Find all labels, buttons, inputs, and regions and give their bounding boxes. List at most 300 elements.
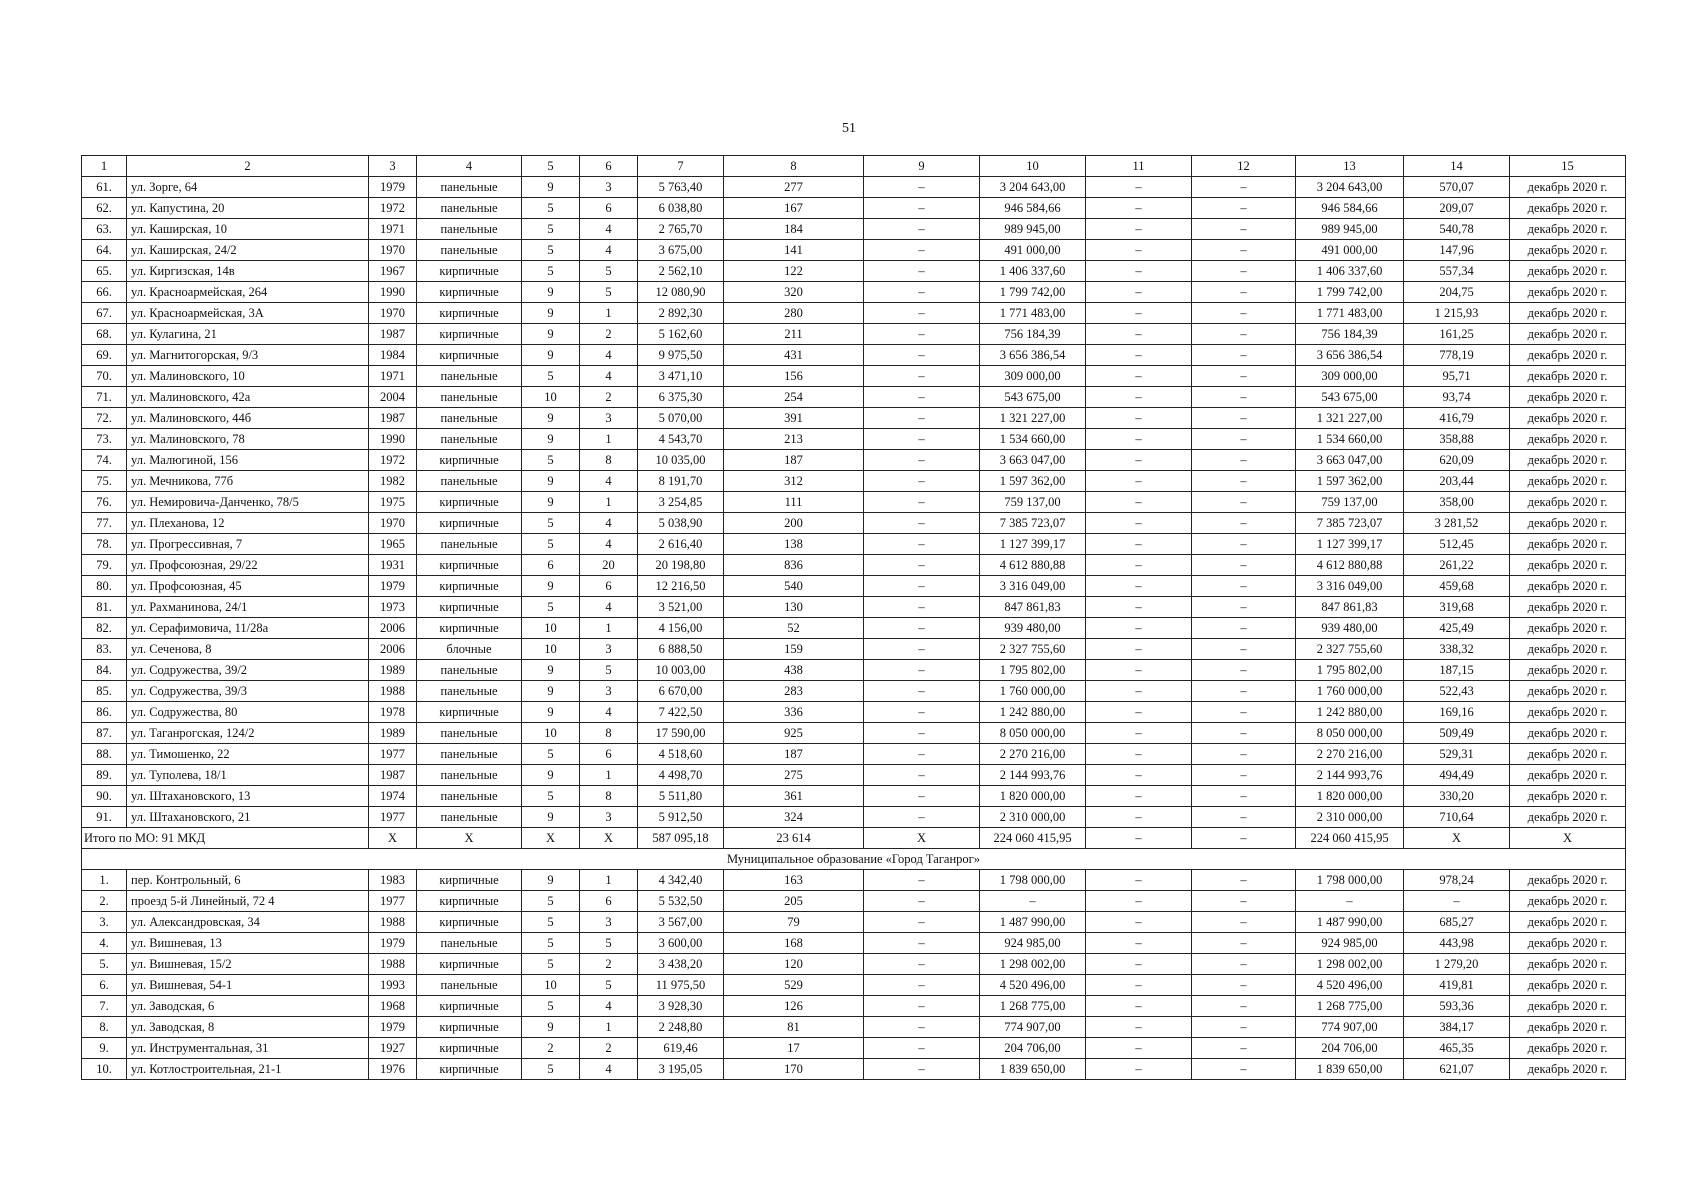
table-cell: 89. <box>82 765 127 786</box>
table-cell: 9 <box>522 765 580 786</box>
table-cell: 358,00 <box>1404 492 1510 513</box>
table-cell: 9 <box>522 177 580 198</box>
table-cell: 358,88 <box>1404 429 1510 450</box>
table-cell: декабрь 2020 г. <box>1510 345 1626 366</box>
table-cell: 3 567,00 <box>638 912 724 933</box>
table-cell: 2 <box>580 954 638 975</box>
table-cell: 5 <box>522 891 580 912</box>
table-cell: 1979 <box>369 177 417 198</box>
table-cell: – <box>1086 786 1192 807</box>
table-cell: ул. Магнитогорская, 9/3 <box>127 345 369 366</box>
table-cell: 4 <box>580 702 638 723</box>
table-cell: 204 706,00 <box>980 1038 1086 1059</box>
table-cell: – <box>864 576 980 597</box>
table-cell: – <box>1086 1017 1192 1038</box>
table-cell: кирпичные <box>417 1017 522 1038</box>
table-cell: 759 137,00 <box>1296 492 1404 513</box>
table-cell: кирпичные <box>417 450 522 471</box>
table-cell: X <box>417 828 522 849</box>
table-cell: декабрь 2020 г. <box>1510 744 1626 765</box>
table-cell: панельные <box>417 198 522 219</box>
table-row <box>82 933 1626 954</box>
table-cell: панельные <box>417 723 522 744</box>
table-cell: 5. <box>82 954 127 975</box>
table-cell: – <box>864 681 980 702</box>
table-cell: панельные <box>417 660 522 681</box>
table-cell: 8 050 000,00 <box>1296 723 1404 744</box>
table-cell: 141 <box>724 240 864 261</box>
housing-registry-table <box>81 155 1626 1080</box>
table-cell: ул. Штахановского, 13 <box>127 786 369 807</box>
table-cell: 1971 <box>369 219 417 240</box>
table-cell: 4 520 496,00 <box>1296 975 1404 996</box>
table-cell: кирпичные <box>417 597 522 618</box>
table-cell: – <box>1192 219 1296 240</box>
table-cell: 593,36 <box>1404 996 1510 1017</box>
table-cell: 10. <box>82 1059 127 1080</box>
table-cell: 79. <box>82 555 127 576</box>
table-cell: 1 820 000,00 <box>980 786 1086 807</box>
table-cell: 1 799 742,00 <box>980 282 1086 303</box>
table-cell: – <box>1086 387 1192 408</box>
table-cell: – <box>1086 429 1192 450</box>
table-cell: 1 795 802,00 <box>1296 660 1404 681</box>
table-cell: 3 <box>580 408 638 429</box>
table-cell: 5 <box>522 597 580 618</box>
table-cell: 924 985,00 <box>980 933 1086 954</box>
table-cell: панельные <box>417 387 522 408</box>
table-cell: – <box>864 219 980 240</box>
table-cell: – <box>1192 912 1296 933</box>
table-cell: 620,09 <box>1404 450 1510 471</box>
table-row <box>82 261 1626 282</box>
table-cell: 84. <box>82 660 127 681</box>
table-cell: 213 <box>724 429 864 450</box>
table-cell: 522,43 <box>1404 681 1510 702</box>
table-cell: X <box>369 828 417 849</box>
table-cell: – <box>864 1038 980 1059</box>
table-cell: 6 <box>580 198 638 219</box>
table-cell: 3 195,05 <box>638 1059 724 1080</box>
table-cell: – <box>864 639 980 660</box>
table-cell: 122 <box>724 261 864 282</box>
table-cell: ул. Киргизская, 14в <box>127 261 369 282</box>
table-cell: 1 839 650,00 <box>1296 1059 1404 1080</box>
table-cell: – <box>1192 870 1296 891</box>
table-cell: кирпичные <box>417 513 522 534</box>
table-cell: 3. <box>82 912 127 933</box>
table-cell: 847 861,83 <box>1296 597 1404 618</box>
table-cell: – <box>864 933 980 954</box>
table-cell: 3 675,00 <box>638 240 724 261</box>
table-cell: 431 <box>724 345 864 366</box>
table-cell: – <box>1192 828 1296 849</box>
table-cell: 5 <box>522 912 580 933</box>
table-cell: 1 406 337,60 <box>980 261 1086 282</box>
table-cell: 9 <box>522 282 580 303</box>
table-cell: 1967 <box>369 261 417 282</box>
table-cell: – <box>1192 807 1296 828</box>
table-cell: – <box>1192 282 1296 303</box>
table-cell: 1993 <box>369 975 417 996</box>
table-cell: 1 839 650,00 <box>980 1059 1086 1080</box>
table-cell: панельные <box>417 429 522 450</box>
table-row <box>82 576 1626 597</box>
table-cell: 52 <box>724 618 864 639</box>
table-cell: 540 <box>724 576 864 597</box>
table-cell: кирпичные <box>417 261 522 282</box>
column-header: 10 <box>980 156 1086 177</box>
table-cell: 95,71 <box>1404 366 1510 387</box>
table-cell: декабрь 2020 г. <box>1510 639 1626 660</box>
table-cell: 774 907,00 <box>1296 1017 1404 1038</box>
table-cell: 3 928,30 <box>638 996 724 1017</box>
table-cell: 184 <box>724 219 864 240</box>
table-row <box>82 219 1626 240</box>
table-cell: кирпичные <box>417 912 522 933</box>
table-cell: 67. <box>82 303 127 324</box>
table-cell: 416,79 <box>1404 408 1510 429</box>
table-cell: 76. <box>82 492 127 513</box>
table-cell: – <box>1192 387 1296 408</box>
table-row <box>82 1059 1626 1080</box>
table-cell: декабрь 2020 г. <box>1510 429 1626 450</box>
table-row <box>82 1038 1626 1059</box>
table-cell: – <box>864 975 980 996</box>
table-cell: – <box>980 891 1086 912</box>
table-cell: 5 038,90 <box>638 513 724 534</box>
table-cell: – <box>1086 681 1192 702</box>
table-cell: 5 <box>522 261 580 282</box>
table-cell: 20 <box>580 555 638 576</box>
table-cell: 4 <box>580 240 638 261</box>
table-header <box>82 156 1626 177</box>
table-row <box>82 387 1626 408</box>
table-cell: 1987 <box>369 408 417 429</box>
table-cell: 1989 <box>369 723 417 744</box>
table-cell: 1968 <box>369 996 417 1017</box>
table-cell: ул. Малюгиной, 156 <box>127 450 369 471</box>
table-cell: 1977 <box>369 891 417 912</box>
table-cell: 2004 <box>369 387 417 408</box>
table-cell: – <box>1086 618 1192 639</box>
table-cell: 1 <box>580 492 638 513</box>
table-row <box>82 555 1626 576</box>
table-row <box>82 807 1626 828</box>
table-cell: 187,15 <box>1404 660 1510 681</box>
table-cell: декабрь 2020 г. <box>1510 975 1626 996</box>
table-cell: 1 321 227,00 <box>980 408 1086 429</box>
table-cell: 9 <box>522 660 580 681</box>
column-number-row <box>82 156 1626 177</box>
table-cell: 1990 <box>369 282 417 303</box>
table-cell: 1 798 000,00 <box>980 870 1086 891</box>
table-cell: – <box>864 765 980 786</box>
table-cell: кирпичные <box>417 492 522 513</box>
table-cell: 361 <box>724 786 864 807</box>
table-cell: ул. Малиновского, 78 <box>127 429 369 450</box>
table-cell: 1 <box>580 303 638 324</box>
table-cell: декабрь 2020 г. <box>1510 681 1626 702</box>
table-cell: 2 310 000,00 <box>1296 807 1404 828</box>
table-cell: декабрь 2020 г. <box>1510 282 1626 303</box>
table-cell: 81. <box>82 597 127 618</box>
column-header: 5 <box>522 156 580 177</box>
table-cell: ул. Малиновского, 10 <box>127 366 369 387</box>
table-cell: 4 342,40 <box>638 870 724 891</box>
section-title: Муниципальное образование «Город Таганрог» <box>82 849 1626 870</box>
table-cell: 1 <box>580 765 638 786</box>
table-cell: 74. <box>82 450 127 471</box>
table-row <box>82 450 1626 471</box>
column-header: 3 <box>369 156 417 177</box>
table-row <box>82 723 1626 744</box>
table-row <box>82 324 1626 345</box>
column-header: 1 <box>82 156 127 177</box>
table-cell: 1 760 000,00 <box>980 681 1086 702</box>
table-cell: 2006 <box>369 639 417 660</box>
table-cell: 3 521,00 <box>638 597 724 618</box>
table-cell: декабрь 2020 г. <box>1510 1059 1626 1080</box>
table-cell: 2 327 755,60 <box>980 639 1086 660</box>
table-cell: – <box>1192 954 1296 975</box>
table-cell: 9 <box>522 471 580 492</box>
table-cell: блочные <box>417 639 522 660</box>
table-cell: 312 <box>724 471 864 492</box>
table-cell: 9 <box>522 702 580 723</box>
table-cell: 330,20 <box>1404 786 1510 807</box>
table-cell: 774 907,00 <box>980 1017 1086 1038</box>
table-cell: панельные <box>417 744 522 765</box>
table-cell: декабрь 2020 г. <box>1510 198 1626 219</box>
table-cell: панельные <box>417 933 522 954</box>
table-cell: 946 584,66 <box>980 198 1086 219</box>
column-header: 14 <box>1404 156 1510 177</box>
table-cell: 324 <box>724 807 864 828</box>
table-cell: – <box>864 807 980 828</box>
table-cell: 5 <box>522 933 580 954</box>
column-header: 2 <box>127 156 369 177</box>
table-cell: – <box>1086 912 1192 933</box>
table-cell: – <box>1086 765 1192 786</box>
table-row <box>82 198 1626 219</box>
table-cell: 2 144 993,76 <box>980 765 1086 786</box>
table-cell: ул. Заводская, 6 <box>127 996 369 1017</box>
table-cell: 70. <box>82 366 127 387</box>
table-cell: – <box>864 912 980 933</box>
table-cell: 494,49 <box>1404 765 1510 786</box>
table-cell: ул. Профсоюзная, 29/22 <box>127 555 369 576</box>
table-cell: 8 <box>580 786 638 807</box>
table-cell: 2 270 216,00 <box>1296 744 1404 765</box>
table-cell: 64. <box>82 240 127 261</box>
table-cell: декабрь 2020 г. <box>1510 219 1626 240</box>
table-cell: 211 <box>724 324 864 345</box>
table-cell: 187 <box>724 744 864 765</box>
table-cell: декабрь 2020 г. <box>1510 597 1626 618</box>
table-cell: декабрь 2020 г. <box>1510 555 1626 576</box>
table-cell: – <box>1192 492 1296 513</box>
table-cell: X <box>580 828 638 849</box>
table-cell: 924 985,00 <box>1296 933 1404 954</box>
table-cell: 1 760 000,00 <box>1296 681 1404 702</box>
table-cell: 4 <box>580 345 638 366</box>
table-cell: декабрь 2020 г. <box>1510 1038 1626 1059</box>
table-cell: 3 <box>580 177 638 198</box>
table-row <box>82 618 1626 639</box>
table-cell: 3 663 047,00 <box>980 450 1086 471</box>
table-row <box>82 870 1626 891</box>
table-cell: 159 <box>724 639 864 660</box>
table-cell: 77. <box>82 513 127 534</box>
table-cell: кирпичные <box>417 555 522 576</box>
table-cell: – <box>1086 576 1192 597</box>
table-cell: 71. <box>82 387 127 408</box>
table-cell: – <box>1296 891 1404 912</box>
table-cell: 1970 <box>369 240 417 261</box>
table-cell: ул. Штахановского, 21 <box>127 807 369 828</box>
table-cell: 685,27 <box>1404 912 1510 933</box>
table-cell: 3 <box>580 912 638 933</box>
table-cell: 756 184,39 <box>1296 324 1404 345</box>
table-cell: – <box>1086 177 1192 198</box>
table-row <box>82 303 1626 324</box>
table-row <box>82 240 1626 261</box>
table-cell: 68. <box>82 324 127 345</box>
table-cell: 1 215,93 <box>1404 303 1510 324</box>
table-cell: 79 <box>724 912 864 933</box>
table-cell: 147,96 <box>1404 240 1510 261</box>
table-cell: ул. Прогрессивная, 7 <box>127 534 369 555</box>
table-cell: – <box>1086 408 1192 429</box>
table-cell: декабрь 2020 г. <box>1510 471 1626 492</box>
table-cell: – <box>864 723 980 744</box>
table-cell: – <box>1192 471 1296 492</box>
table-cell: декабрь 2020 г. <box>1510 723 1626 744</box>
table-cell: – <box>864 303 980 324</box>
table-cell: 5 <box>522 240 580 261</box>
table-cell: ул. Рахманинова, 24/1 <box>127 597 369 618</box>
table-cell: – <box>1086 219 1192 240</box>
table-cell: 7 385 723,07 <box>980 513 1086 534</box>
table-cell: 338,32 <box>1404 639 1510 660</box>
table-cell: – <box>1086 471 1192 492</box>
table-cell: – <box>864 555 980 576</box>
table-cell: декабрь 2020 г. <box>1510 954 1626 975</box>
table-cell: 5 <box>522 786 580 807</box>
table-cell: 9 <box>522 870 580 891</box>
table-cell: 939 480,00 <box>1296 618 1404 639</box>
table-cell: 1 534 660,00 <box>980 429 1086 450</box>
table-cell: 1972 <box>369 450 417 471</box>
table-cell: ул. Тимошенко, 22 <box>127 744 369 765</box>
table-cell: – <box>1086 555 1192 576</box>
table-cell: 621,07 <box>1404 1059 1510 1080</box>
table-cell: 1 406 337,60 <box>1296 261 1404 282</box>
table-cell: 1 242 880,00 <box>980 702 1086 723</box>
table-cell: 391 <box>724 408 864 429</box>
table-cell: ул. Таганрогская, 124/2 <box>127 723 369 744</box>
table-cell: 10 <box>522 639 580 660</box>
table-cell: 1990 <box>369 429 417 450</box>
table-cell: 163 <box>724 870 864 891</box>
table-cell: декабрь 2020 г. <box>1510 387 1626 408</box>
table-cell: 2 248,80 <box>638 1017 724 1038</box>
table-cell: 1 321 227,00 <box>1296 408 1404 429</box>
table-cell: 1 127 399,17 <box>980 534 1086 555</box>
table-cell: 756 184,39 <box>980 324 1086 345</box>
table-cell: 3 316 049,00 <box>980 576 1086 597</box>
table-cell: 1 <box>580 618 638 639</box>
table-cell: 1 795 802,00 <box>980 660 1086 681</box>
table-cell: 2 <box>580 1038 638 1059</box>
table-row <box>82 954 1626 975</box>
table-cell: X <box>1404 828 1510 849</box>
table-cell: 1973 <box>369 597 417 618</box>
column-header: 15 <box>1510 156 1626 177</box>
table-cell: ул. Инструментальная, 31 <box>127 1038 369 1059</box>
table-cell: – <box>864 1017 980 1038</box>
table-cell: 66. <box>82 282 127 303</box>
table-cell: 529,31 <box>1404 744 1510 765</box>
table-row <box>82 660 1626 681</box>
table-cell: 156 <box>724 366 864 387</box>
table-cell: 2 270 216,00 <box>980 744 1086 765</box>
table-cell: – <box>1192 198 1296 219</box>
table-row <box>82 408 1626 429</box>
table-cell: 6 <box>580 576 638 597</box>
table-cell: – <box>864 744 980 765</box>
table-cell: 91. <box>82 807 127 828</box>
table-cell: 1979 <box>369 576 417 597</box>
table-cell: – <box>1086 639 1192 660</box>
table-cell: декабрь 2020 г. <box>1510 1017 1626 1038</box>
table-cell: панельные <box>417 177 522 198</box>
table-cell: 4. <box>82 933 127 954</box>
table-cell: декабрь 2020 г. <box>1510 324 1626 345</box>
table-cell: – <box>1192 786 1296 807</box>
column-header: 9 <box>864 156 980 177</box>
table-cell: 4 <box>580 366 638 387</box>
table-cell: – <box>1192 429 1296 450</box>
table-row <box>82 366 1626 387</box>
table-cell: 111 <box>724 492 864 513</box>
table-cell: 2 616,40 <box>638 534 724 555</box>
table-cell: кирпичные <box>417 618 522 639</box>
table-cell: – <box>1192 996 1296 1017</box>
table-cell: 277 <box>724 177 864 198</box>
table-cell: – <box>864 618 980 639</box>
table-cell: 81 <box>724 1017 864 1038</box>
table-cell: кирпичные <box>417 996 522 1017</box>
table-cell: ул. Каширская, 24/2 <box>127 240 369 261</box>
table-cell: 1987 <box>369 324 417 345</box>
table-cell: 187 <box>724 450 864 471</box>
table-cell: 1977 <box>369 744 417 765</box>
table-cell: 1 298 002,00 <box>980 954 1086 975</box>
table-cell: 5 <box>522 1059 580 1080</box>
table-cell: – <box>1086 996 1192 1017</box>
table-row <box>82 765 1626 786</box>
table-cell: – <box>1192 723 1296 744</box>
table-cell: 5 <box>522 744 580 765</box>
table-cell: 69. <box>82 345 127 366</box>
table-cell: 2. <box>82 891 127 912</box>
table-cell: – <box>864 996 980 1017</box>
table-cell: декабрь 2020 г. <box>1510 765 1626 786</box>
table-cell: 3 <box>580 639 638 660</box>
table-cell: 5 <box>522 366 580 387</box>
